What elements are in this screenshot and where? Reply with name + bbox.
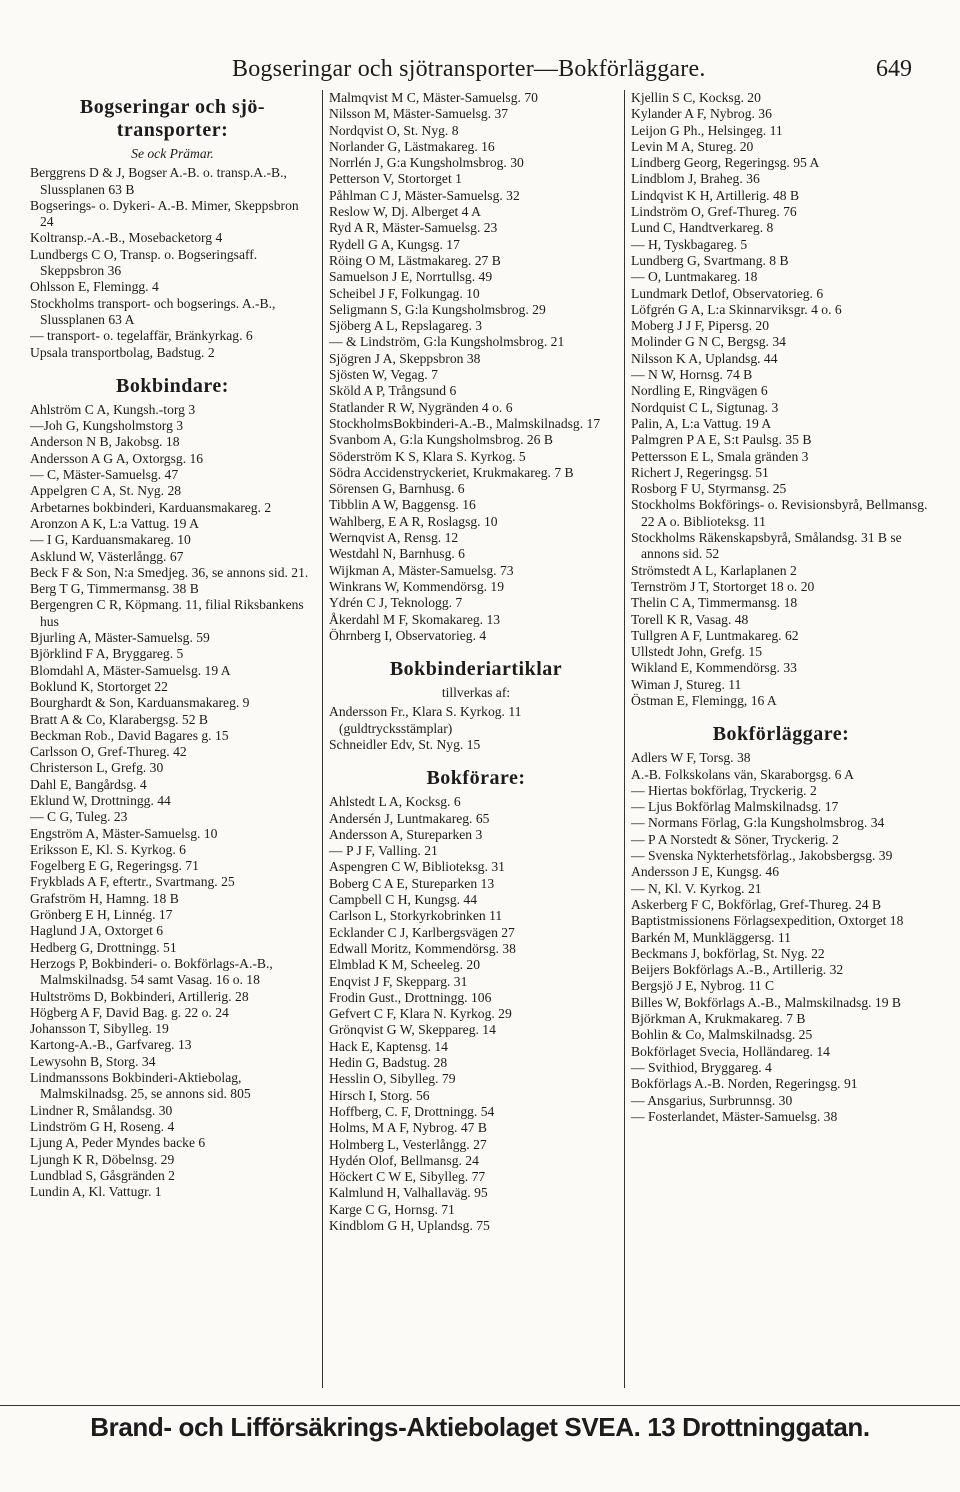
list-item: Anderson N B, Jakobsg. 18 (30, 434, 180, 450)
list-item: Reslow W, Dj. Alberget 4 A (329, 204, 481, 220)
list-item: Westdahl N, Barnhusg. 6 (329, 546, 465, 562)
list-item: — Normans Förlag, G:la Kungsholmsbrog. 34 (631, 815, 885, 831)
list-item: Bokförlaget Svecia, Holländareg. 14 (631, 1043, 830, 1059)
list-item: Sörensen G, Barnhusg. 6 (329, 481, 465, 497)
list-item: Bjurling A, Mäster-Samuelsg. 59 (30, 630, 210, 646)
list-item: Schneidler Edv, St. Nyg. 15 (329, 736, 481, 752)
list-item: Grafström H, Hamng. 18 B (30, 890, 179, 906)
list-item: Levin M A, Stureg. 20 (631, 138, 754, 154)
list-item: Sjögren J A, Skeppsbron 38 (329, 350, 481, 366)
list-item: Eklund W, Drottningg. 44 (30, 792, 171, 808)
list-item: Frykblads A F, eftertr., Svartmang. 25 (30, 874, 235, 890)
list-item: Haglund J A, Oxtorget 6 (30, 923, 164, 939)
list-item: Palin, A, L:a Vattug. 19 A (631, 415, 772, 431)
list-item: Barkén M, Munkläggersg. 11 (631, 929, 791, 945)
list-item: Kylander A F, Nybrog. 36 (631, 106, 772, 122)
list-item: Holms, M A F, Nybrog. 47 B (329, 1120, 487, 1136)
list-item: Dahl E, Bangårdsg. 4 (30, 776, 147, 792)
list-item: Lindström G H, Roseng. 4 (30, 1118, 175, 1134)
list-item: Tullgren A F, Luntmakareg. 62 (631, 627, 799, 643)
list-item: Ternström J T, Stortorget 18 o. 20 (631, 578, 815, 594)
list-item: Björklind F A, Bryggareg. 5 (30, 646, 184, 662)
list-item: Wahlberg, E A R, Roslagsg. 10 (329, 513, 498, 529)
column-1 (30, 90, 315, 1388)
entry-list-bogseringar (30, 165, 315, 361)
list-item: Wijkman A, Mäster-Samuelsg. 73 (329, 562, 514, 578)
list-item: — I G, Karduansmakareg. 10 (30, 532, 191, 548)
list-item: — Ansgarius, Surbrunnsg. 30 (631, 1092, 793, 1108)
list-item: Andersson A G A, Oxtorgsg. 16 (30, 450, 204, 466)
list-item: Beckmans J, bokförlag, St. Nyg. 22 (631, 945, 825, 961)
list-item: Sköld A P, Trångsund 6 (329, 383, 457, 399)
list-item: Hedberg G, Drottningg. 51 (30, 939, 177, 955)
list-item: Wiman J, Stureg. 11 (631, 676, 742, 692)
list-item: Tibblin A W, Baggensg. 16 (329, 497, 476, 513)
list-item: Blomdahl A, Mäster-Samuelsg. 19 A (30, 662, 231, 678)
list-item: — Svithiod, Bryggareg. 4 (631, 1059, 772, 1075)
list-item: Beijers Bokförlags A.-B., Artillerig. 32 (631, 962, 844, 978)
list-item: — Svenska Nykterhetsförlag., Jakobsbergsg. 39 (631, 848, 893, 864)
list-item: Kartong-A.-B., Garfvareg. 13 (30, 1037, 192, 1053)
list-item: Nordqvist O, St. Nyg. 8 (329, 122, 459, 138)
list-item: Stockholms Räkenskapsbyrå, Smålandsg. 31 B se annons sid. 52 (631, 530, 902, 562)
list-item: Bogserings- o. Dykeri- A.-B. Mimer, Skeppsbron 24 (30, 197, 299, 230)
list-item: — H, Tyskbagareg. 5 (631, 236, 748, 252)
spacer (30, 361, 315, 369)
section-heading-bogseringar: Bogseringar och sjö-transporter: (79, 96, 266, 141)
list-item: Sjöberg A L, Repslagareg. 3 (329, 318, 483, 334)
list-item: Bokförlags A.-B. Norden, Regeringsg. 91 (631, 1076, 858, 1092)
list-item: Andersson J E, Kungsg. 46 (631, 864, 780, 880)
list-item: Kalmlund H, Valhallaväg. 95 (329, 1185, 488, 1201)
list-item: Röing O M, Lästmakareg. 27 B (329, 252, 501, 268)
list-item: Baptistmissionens Förlagsexpedition, Oxtorget 18 (631, 913, 904, 929)
list-item: Löfgrén G A, L:a Skinnarviksgr. 4 o. 6 (631, 301, 842, 317)
list-item: Lund C, Handtverkareg. 8 (631, 220, 774, 236)
list-item: — Fosterlandet, Mäster-Samuelsg. 38 (631, 1108, 838, 1124)
list-item: Elmblad K M, Scheeleg. 20 (329, 957, 481, 973)
list-item: Ryd A R, Mäster-Samuelsg. 23 (329, 220, 498, 236)
list-item: Hultströms D, Bokbinderi, Artillerig. 28 (30, 988, 249, 1004)
list-item: Ohlsson E, Flemingg. 4 (30, 279, 159, 295)
list-item: Rosborg F U, Styrmansg. 25 (631, 481, 787, 497)
list-item: Lindström O, Gref-Thureg. 76 (631, 204, 797, 220)
list-item: Carlson L, Storkyrkobrinken 11 (329, 908, 503, 924)
list-item: Palmgren P A E, S:t Paulsg. 35 B (631, 432, 812, 448)
list-item: Höckert C W E, Sibylleg. 77 (329, 1169, 486, 1185)
list-item: Rydell G A, Kungsg. 17 (329, 236, 460, 252)
list-item: Pettersson E L, Smala gränden 3 (631, 448, 809, 464)
section-subnote-tillverkas: tillverkas af: (441, 685, 511, 701)
list-item: Lundmark Detlof, Observatorieg. 6 (631, 285, 824, 301)
list-item: Andersén J, Luntmakareg. 65 (329, 810, 490, 826)
list-item: Arbetarnes bokbinderi, Karduansmakareg. 2 (30, 499, 272, 515)
list-item: Hydén Olof, Bellmansg. 24 (329, 1152, 479, 1168)
list-item: Stockholms transport- och bogserings. A.-B., Slussplanen 63 A (30, 295, 276, 327)
page-header (0, 52, 960, 86)
list-item: Torell K R, Vasag. 48 (631, 611, 749, 627)
list-item: Engström A, Mäster-Samuelsg. 10 (30, 825, 218, 841)
advertisement-footer: Brand- och Lifförsäkrings-Aktiebolaget SVEA. 13 Drottninggatan. (0, 1405, 960, 1452)
list-item: Beckman Rob., David Bagares g. 15 (30, 727, 229, 743)
entry-list-bokbinderiartiklar (329, 704, 623, 753)
list-item: Södra Accidenstryckeriet, Krukmakareg. 7 B (329, 464, 574, 480)
list-item: Askerberg F C, Bokförlag, Gref-Thureg. 24 B (631, 896, 882, 912)
list-item: — transport- o. tegelaffär, Bränkyrkag. 6 (30, 328, 253, 344)
list-item: Bourghardt & Son, Karduansmakareg. 9 (30, 695, 250, 711)
list-item: Ydrén C J, Teknologg. 7 (329, 595, 463, 611)
list-item: Moberg J J F, Pipersg. 20 (631, 318, 770, 334)
list-item: Grönberg E H, Linnég. 17 (30, 907, 173, 923)
list-item: Molinder G N C, Bergsg. 34 (631, 334, 786, 350)
list-item: Carlsson O, Gref-Thureg. 42 (30, 744, 187, 760)
list-item: Nilsson M, Mäster-Samuelsg. 37 (329, 106, 509, 122)
list-item: Upsala transportbolag, Badstug. 2 (30, 344, 215, 360)
entry-list-bokforare-cont (631, 90, 931, 709)
list-item: Asklund W, Västerlångg. 67 (30, 548, 184, 564)
list-item: Lindmanssons Bokbinderi-Aktiebolag, Malmskilnadsg. 25, se annons sid. 805 (30, 1070, 251, 1102)
list-item: Winkrans W, Kommendörsg. 19 (329, 578, 505, 594)
list-item: Kindblom G H, Uplandsg. 75 (329, 1218, 490, 1233)
list-item: Wernqvist A, Rensg. 12 (329, 530, 459, 546)
list-item: Beck F & Son, N:a Smedjeg. 36, se annons sid. 21. (30, 564, 309, 580)
section-heading-bokbindare: Bokbindare: (116, 374, 229, 397)
list-item: Norlander G, Lästmakareg. 16 (329, 138, 495, 154)
list-item: Högberg A F, David Bag. g. 22 o. 24 (30, 1004, 229, 1020)
page-title: Bogseringar och sjötransporter—Bokförläggare. (232, 56, 706, 82)
list-item: Ahlstedt L A, Kocksg. 6 (329, 794, 461, 810)
list-item: —Joh G, Kungsholmstorg 3 (30, 418, 184, 434)
list-item: Lundin A, Kl. Vattugr. 1 (30, 1184, 162, 1200)
section-heading-bokforlaggare: Bokförläggare: (712, 723, 850, 746)
spacer (329, 753, 623, 761)
list-item: Lundblad S, Gåsgränden 2 (30, 1167, 175, 1183)
list-item: Herzogs P, Bokbinderi- o. Bokförlags-A.-B., Malmskilnadsg. 54 samt Vasag. 16 o. 18 (30, 955, 273, 988)
list-item: Andersson Fr., Klara S. Kyrkog. 11 (guldtrycksstämplar) (329, 704, 522, 736)
list-item: Sjösten W, Vegag. 7 (329, 367, 438, 383)
list-item: Appelgren C A, St. Nyg. 28 (30, 483, 182, 499)
list-item: Berggrens D & J, Bogser A.-B. o. transp.A.-B., Slussplanen 63 B (30, 165, 287, 197)
list-item: Lindqvist K H, Artillerig. 48 B (631, 187, 800, 203)
list-item: — N, Kl. V. Kyrkog. 21 (631, 880, 762, 896)
list-item: Ecklander C J, Karlbergsvägen 27 (329, 924, 515, 940)
list-item: Aspengren C W, Biblioteksg. 31 (329, 859, 505, 875)
list-item: Seligmann S, G:la Kungsholmsbrog. 29 (329, 301, 546, 317)
section-heading-bokforare: Bokförare: (426, 767, 526, 790)
list-item: Frodin Gust., Drottningg. 106 (329, 989, 492, 1005)
list-item: — Hiertas bokförlag, Tryckerig. 2 (631, 782, 817, 798)
list-item: Hedin G, Badstug. 28 (329, 1055, 448, 1071)
list-item: Samuelson J E, Norrtullsg. 49 (329, 269, 493, 285)
list-item: Lundberg G, Svartmang. 8 B (631, 252, 789, 268)
list-item: Andersson A, Stureparken 3 (329, 826, 483, 842)
list-item: — Ljus Bokförlag Malmskilnadsg. 17 (631, 799, 839, 815)
list-item: Lindner R, Smålandsg. 30 (30, 1102, 173, 1118)
list-item: Enqvist J F, Skepparg. 31 (329, 973, 468, 989)
list-item: — P A Norstedt & Söner, Tryckerig. 2 (631, 831, 839, 847)
list-item: Hack E, Kaptensg. 14 (329, 1038, 448, 1054)
list-item: Wikland E, Kommendörsg. 33 (631, 660, 797, 676)
list-item: Boklund K, Stortorget 22 (30, 678, 168, 694)
list-item: Bohlin & Co, Malmskilnadsg. 25 (631, 1027, 813, 1043)
list-item: — N W, Hornsg. 74 B (631, 367, 753, 383)
list-item: Ljung A, Peder Myndes backe 6 (30, 1135, 206, 1151)
list-item: Boberg C A E, Stureparken 13 (329, 875, 495, 891)
list-item: Aronzon A K, L:a Vattug. 19 A (30, 515, 199, 531)
column-3 (624, 90, 931, 1388)
list-item: Strömstedt A L, Karlaplanen 2 (631, 562, 797, 578)
list-item: Bergengren C R, Köpmang. 11, filial Riksbankens hus (30, 597, 304, 629)
list-item: Lundbergs C O, Transp. o. Bogseringsaff. Skeppsbron 36 (30, 246, 258, 279)
list-item: Ljungh K R, Döbelnsg. 29 (30, 1151, 175, 1167)
list-item: Söderström K S, Klara S. Kyrkog. 5 (329, 448, 526, 464)
list-item: Hirsch I, Storg. 56 (329, 1087, 430, 1103)
list-item: Ahlström C A, Kungsh.-torg 3 (30, 401, 196, 417)
list-item: Nordquist C L, Sigtunag. 3 (631, 399, 779, 415)
entry-list-bokbindare (30, 402, 315, 1201)
list-item: Åkerdahl M F, Skomakareg. 13 (329, 611, 501, 627)
list-item: Petterson V, Stortorget 1 (329, 171, 462, 187)
spacer (631, 709, 931, 717)
list-item: Öhrnberg I, Observatorieg. 4 (329, 627, 487, 643)
list-item: Nilsson K A, Uplandsg. 44 (631, 350, 778, 366)
column-2 (322, 90, 623, 1388)
list-item: Hesslin O, Sibylleg. 79 (329, 1071, 456, 1087)
list-item: Östman E, Flemingg, 16 A (631, 692, 777, 708)
list-item: Richert J, Regeringsg. 51 (631, 464, 769, 480)
list-item: Kjellin S C, Kocksg. 20 (631, 90, 761, 105)
list-item: Berg T G, Timmermansg. 38 B (30, 581, 199, 597)
list-item: Norrlén J, G:a Kungsholmsbrog. 30 (329, 155, 524, 171)
section-heading-bokbinderiartiklar: Bokbinderiartiklar (389, 658, 563, 681)
list-item: StockholmsBokbinderi-A.-B., Malmskilnadsg. 17 (329, 415, 601, 431)
list-item: Statlander R W, Nygränden 4 o. 6 (329, 399, 513, 415)
list-item: Stockholms Bokförings- o. Revisionsbyrå, Bellmansg. 22 A o. Biblioteksg. 11 (631, 497, 928, 529)
list-item: Fogelberg E G, Regeringsg. 71 (30, 858, 199, 874)
list-item: Svanbom A, G:la Kungsholmsbrog. 26 B (329, 432, 553, 448)
list-item: Hoffberg, C. F, Drottningg. 54 (329, 1103, 495, 1119)
list-item: — & Lindström, G:la Kungsholmsbrog. 21 (329, 334, 565, 350)
list-item: Lindberg Georg, Regeringsg. 95 A (631, 155, 820, 171)
list-item: Lindblom J, Braheg. 36 (631, 171, 760, 187)
entry-list-bokforare (329, 794, 623, 1234)
list-item: — O, Luntmakareg. 18 (631, 269, 758, 285)
list-item: Thelin C A, Timmermansg. 18 (631, 595, 798, 611)
list-item: Edwall Moritz, Kommendörsg. 38 (329, 940, 516, 956)
list-item: Billes W, Bokförlags A.-B., Malmskilnadsg. 19 B (631, 994, 901, 1010)
list-item: Lewysohn B, Storg. 34 (30, 1053, 156, 1069)
list-item: Påhlman C J, Mäster-Samuelsg. 32 (329, 187, 520, 203)
list-item: Malmqvist M C, Mäster-Samuelsg. 70 (329, 90, 538, 105)
list-item: Adlers W F, Torsg. 38 (631, 750, 751, 766)
list-item: — C, Mäster-Samuelsg. 47 (30, 467, 179, 483)
list-item: Karge C G, Hornsg. 71 (329, 1201, 455, 1217)
list-item: Holmberg L, Vesterlångg. 27 (329, 1136, 487, 1152)
spacer (329, 644, 623, 652)
list-item: Johansson T, Sibylleg. 19 (30, 1021, 169, 1037)
list-item: Björkman A, Krukmakareg. 7 B (631, 1011, 806, 1027)
section-subnote: Se ock Prämar. (131, 146, 214, 161)
list-item: Nordling E, Ringvägen 6 (631, 383, 768, 399)
list-item: A.-B. Folkskolans vän, Skaraborgsg. 6 A (631, 766, 854, 782)
entry-list-bokbindare-cont (329, 90, 623, 644)
list-item: Eriksson E, Kl. S. Kyrkog. 6 (30, 841, 186, 857)
list-item: Scheibel J F, Folkungag. 10 (329, 285, 480, 301)
entry-list-bokforlaggare (631, 750, 931, 1125)
list-item: Gefvert C F, Klara N. Kyrkog. 29 (329, 1006, 512, 1022)
list-item: Campbell C H, Kungsg. 44 (329, 892, 478, 908)
list-item: Ullstedt John, Grefg. 15 (631, 644, 763, 660)
list-item: — P J F, Valling. 21 (329, 843, 438, 859)
list-item: Koltransp.-A.-B., Mosebacketorg 4 (30, 230, 223, 246)
list-item: Leijon G Ph., Helsingeg. 11 (631, 122, 783, 138)
list-item: — C G, Tuleg. 23 (30, 809, 128, 825)
list-item: Christerson L, Grefg. 30 (30, 760, 164, 776)
page-number: 649 (876, 56, 912, 82)
list-item: Bratt A & Co, Klarabergsg. 52 B (30, 711, 208, 727)
list-item: Grönqvist G W, Skeppareg. 14 (329, 1022, 496, 1038)
list-item: Bergsjö J E, Nybrog. 11 C (631, 978, 775, 994)
